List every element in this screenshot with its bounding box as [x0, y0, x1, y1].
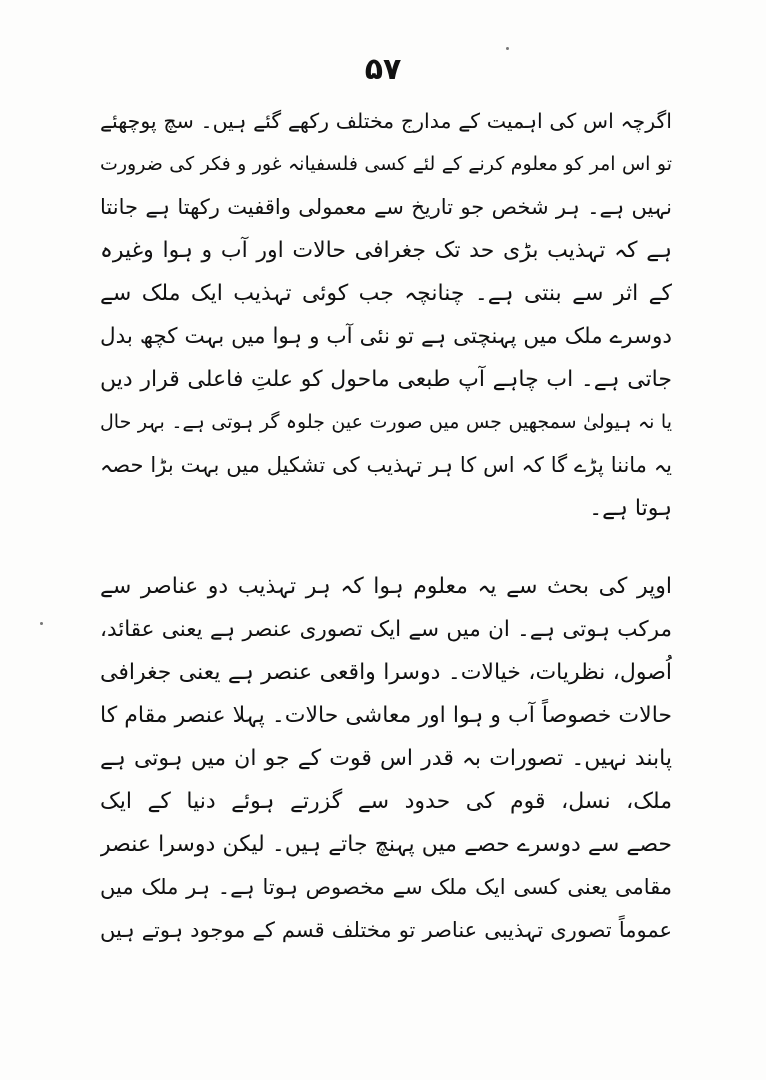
paper-speck [40, 622, 43, 625]
page-number: ۵۷ [364, 52, 402, 87]
paper-speck [506, 47, 509, 50]
text-line: حالات خصوصاً آب و ہوا اور معاشی حالات۔ پہلا عنصر مقام کا [100, 703, 672, 728]
text-line: ملک، نسل، قوم کی حدود سے گزرتے ہوئے دنیا کے ایک [100, 789, 672, 814]
text-line: جاتی ہے۔ اب چاہے آپ طبعی ماحول کو علتِ فاعلی قرار دیں [100, 367, 672, 392]
text-line: حصے سے دوسرے حصے میں پہنچ جاتے ہیں۔ لیکن دوسرا عنصر [100, 832, 672, 857]
text-line: مقامی یعنی کسی ایک ملک سے مخصوص ہوتا ہے۔ ہر ملک میں [100, 875, 672, 899]
text-line: یہ ماننا پڑے گا کہ اس کا ہر تہذیب کی تشکیل میں بہت بڑا حصہ [100, 453, 672, 477]
text-line: پابند نہیں۔ تصورات بہ قدر اس قوت کے جو ان میں ہوتی ہے [100, 746, 672, 771]
text-line: تو اس امر کو معلوم کرنے کے لئے کسی فلسفیانہ غور و فکر کی ضرورت [100, 153, 672, 175]
text-line: ہے کہ تہذیب بڑی حد تک جغرافی حالات اور آب و ہوا وغیرہ [100, 238, 672, 263]
text-line: مرکب ہوتی ہے۔ ان میں سے ایک تصوری عنصر ہے یعنی عقائد، [100, 617, 672, 642]
text-line: اوپر کی بحث سے یہ معلوم ہوا کہ ہر تہذیب دو عناصر سے [100, 574, 672, 599]
text-line: اُصول، نظریات، خیالات۔ دوسرا واقعی عنصر ہے یعنی جغرافی [100, 660, 672, 685]
paragraph-2 [100, 565, 672, 952]
paragraph-1 [100, 100, 672, 530]
text-line: ہوتا ہے۔ [589, 496, 672, 521]
text-line: دوسرے ملک میں پہنچتی ہے تو نئی آب و ہوا میں بہت کچھ بدل [100, 324, 672, 349]
text-line: عموماً تصوری تہذیبی عناصر تو مختلف قسم کے موجود ہوتے ہیں [100, 918, 672, 942]
text-line: کے اثر سے بنتی ہے۔ چنانچہ جب کوئی تہذیب ایک ملک سے [100, 281, 672, 306]
text-line: یا نہ ہیولیٰ سمجھیں جس میں صورت عین جلوہ گر ہوتی ہے۔ بہر حال [100, 411, 672, 433]
text-line: نہیں ہے۔ ہر شخص جو تاریخ سے معمولی واقفیت رکھتا ہے جانتا [100, 195, 672, 219]
text-line: اگرچہ اس کی اہمیت کے مدارج مختلف رکھے گئے ہیں۔ سچ پوچھئے [100, 109, 672, 133]
